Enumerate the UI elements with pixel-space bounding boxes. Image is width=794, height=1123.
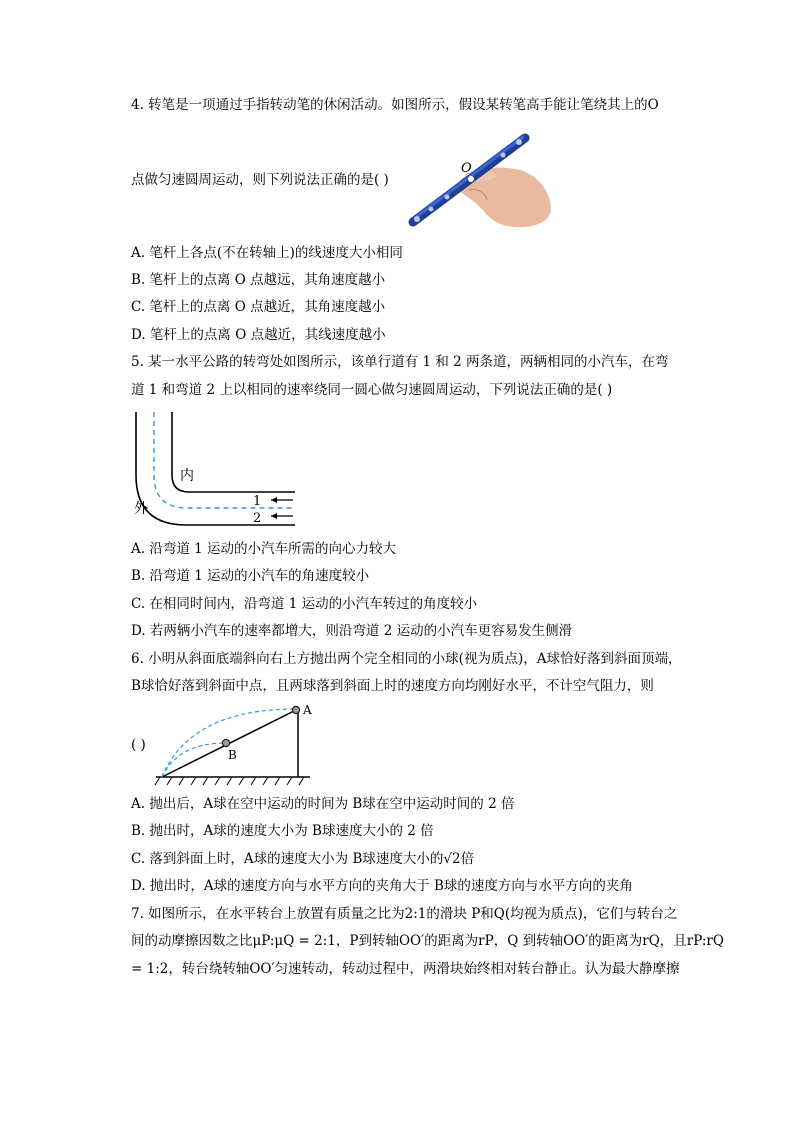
q6-option-d: D. 抛出时，A球的速度方向与水平方向的夹角大于 B球的速度方向与水平方向的夹角 <box>131 878 633 894</box>
q4-stem-line1: 4. 转笔是一项通过手指转动笔的休闲活动。如图所示，假设某转笔高手能让笔绕其上的O <box>131 97 659 113</box>
q6-stem-line1: 6. 小明从斜面底端斜向右上方抛出两个完全相同的小球(视为质点)，A球恰好落到斜面顶端， <box>131 651 682 667</box>
q5-stem-line1: 5. 某一水平公路的转弯处如图所示，该单行道有 1 和 2 两条道，两辆相同的小汽车，在弯 <box>131 354 669 370</box>
q7-stem-line2: 间的动摩擦因数之比μP:μQ = 2:1，P到转轴OO′的距离为rP，Q 到转轴OO′的距离为rQ，且rP:rQ <box>131 933 724 949</box>
q5-option-c: C. 在相同时间内，沿弯道 1 运动的小汽车转过的角度较小 <box>131 596 478 612</box>
q4-option-c: C. 笔杆上的点离 O 点越近，其角速度越小 <box>131 299 386 315</box>
q6-stem-line2: B球恰好落到斜面中点，且两球落到斜面上时的速度方向均刚好水平，不计空气阻力，则 <box>131 678 654 694</box>
q6-stem-line3: ( ) <box>131 737 146 753</box>
lane-divider <box>154 412 295 508</box>
ball-a-label: A <box>303 703 312 717</box>
q5-option-a: A. 沿弯道 1 运动的小汽车所需的向心力较大 <box>131 541 397 557</box>
q6-option-a: A. 抛出后，A球在空中运动的时间为 B球在空中运动时间的 2 倍 <box>131 796 515 812</box>
q6-option-b: B. 抛出时，A球的速度大小为 B球速度大小的 2 倍 <box>131 823 434 839</box>
pen-pivot-label: O <box>461 161 472 176</box>
ball-b <box>222 739 229 746</box>
pen-spinning-photo <box>405 130 555 230</box>
q5-option-b: B. 沿弯道 1 运动的小汽车的角速度较小 <box>131 568 370 584</box>
q4-option-b: B. 笔杆上的点离 O 点越远，其角速度越小 <box>131 272 386 288</box>
q5-option-d: D. 若两辆小汽车的速率都增大，则沿弯道 2 运动的小汽车更容易发生侧滑 <box>131 623 573 639</box>
q5-stem-line2: 道 1 和弯道 2 上以相同的速率绕同一圆心做匀速圆周运动，下列说法正确的是( ) <box>131 382 613 398</box>
q4-option-d: D. 笔杆上的点离 O 点越近，其线速度越小 <box>131 327 386 343</box>
outer-label: 外 <box>134 501 148 517</box>
ball-a <box>292 706 299 713</box>
road-bend-diagram <box>125 410 300 530</box>
q6-option-c: C. 落到斜面上时，A球的速度大小为 B球速度大小的√2倍 <box>131 851 475 867</box>
inner-label: 内 <box>180 468 194 484</box>
lane1-label: 1 <box>253 494 262 509</box>
q7-stem-line3: = 1:2，转台绕转轴OO′匀速转动，转动过程中，两滑块始终相对转台静止。认为最大静摩擦 <box>131 961 680 977</box>
q4-option-a: A. 笔杆上各点(不在转轴上)的线速度大小相同 <box>131 245 403 261</box>
q7-stem-line1: 7. 如图所示，在水平转台上放置有质量之比为2:1的滑块 P和Q(均视为质点)，它们与转台之 <box>131 906 678 922</box>
lane2-label: 2 <box>253 511 262 526</box>
incline-projectile-diagram <box>150 700 325 790</box>
q4-stem-line2: 点做匀速圆周运动，则下列说法正确的是( ) <box>131 172 389 188</box>
ball-b-label: B <box>228 748 237 762</box>
